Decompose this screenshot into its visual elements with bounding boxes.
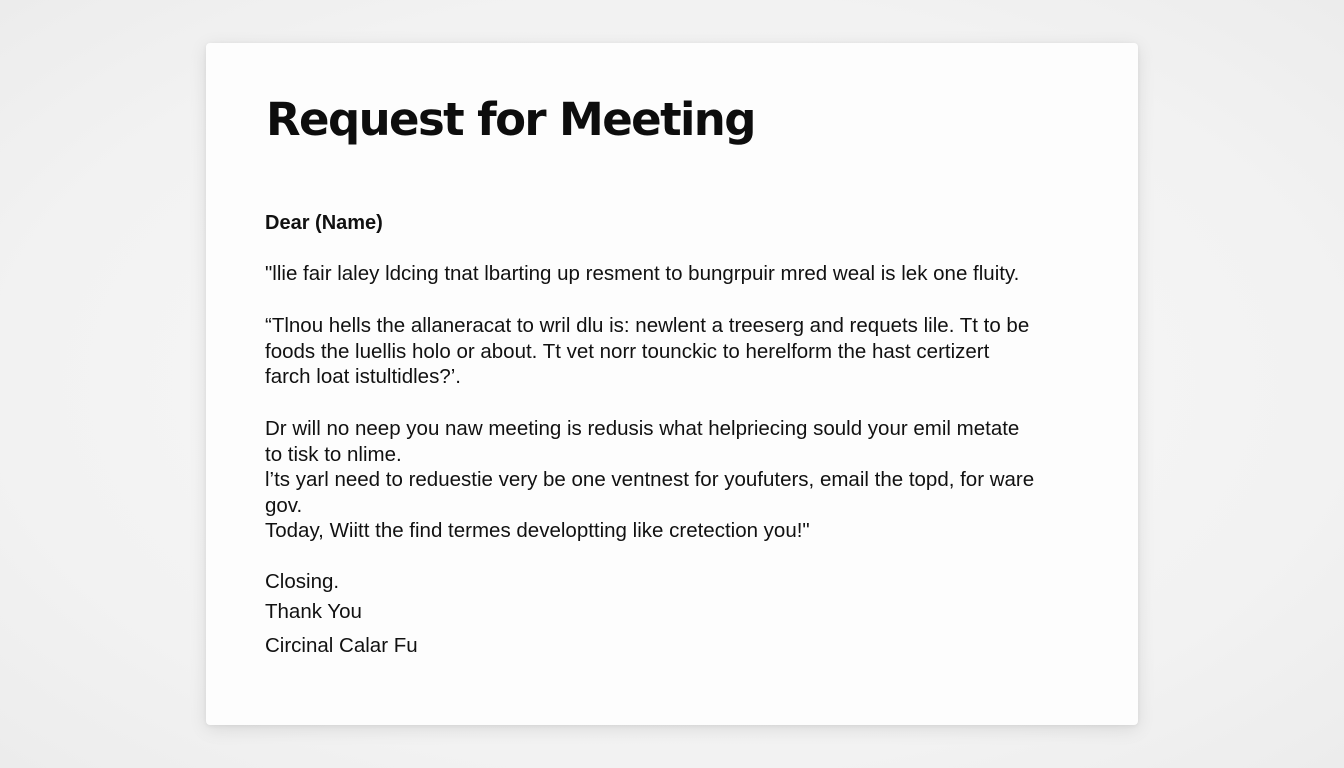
body-paragraph-2 <box>265 313 1100 390</box>
paragraph-line: gov. <box>265 493 303 517</box>
letter-title: Request for Meeting <box>266 93 755 146</box>
body-paragraph-3 <box>265 416 1100 544</box>
letter-document <box>206 43 1138 725</box>
signature-name: Circinal Calar Fu <box>265 634 418 657</box>
paragraph-line: farch loat istultidles?’. <box>265 365 461 388</box>
salutation: Dear (Name) <box>265 212 383 234</box>
paragraph-line: to tisk to nlime. <box>265 442 402 466</box>
thank-you-line: Thank You <box>265 600 362 623</box>
closing-label: Closing. <box>265 570 340 593</box>
paragraph-line: "llie fair laley ldcing tnat lbarting up resment to bungrpuir mred weal is lek one fluity. <box>265 262 1020 285</box>
body-paragraph-1 <box>265 261 1100 287</box>
paragraph-line: Today, Wiitt the find termes developtting like cretection you!" <box>265 519 810 542</box>
paragraph-line: foods the luellis holo or about. Tt vet norr tounckic to herelform the hast certizert <box>265 339 990 363</box>
paragraph-line: Dr will no neep you naw meeting is redusis what helpriecing sould your emil metate <box>265 417 1020 440</box>
paragraph-line: “Tlnou hells the allaneracat to wril dlu is: newlent a treeserg and requets lile. Tt to be <box>265 314 1030 337</box>
paragraph-line: l’ts yarl need to reduestie very be one ventnest for youfuters, email the topd, for ware <box>265 468 1035 491</box>
